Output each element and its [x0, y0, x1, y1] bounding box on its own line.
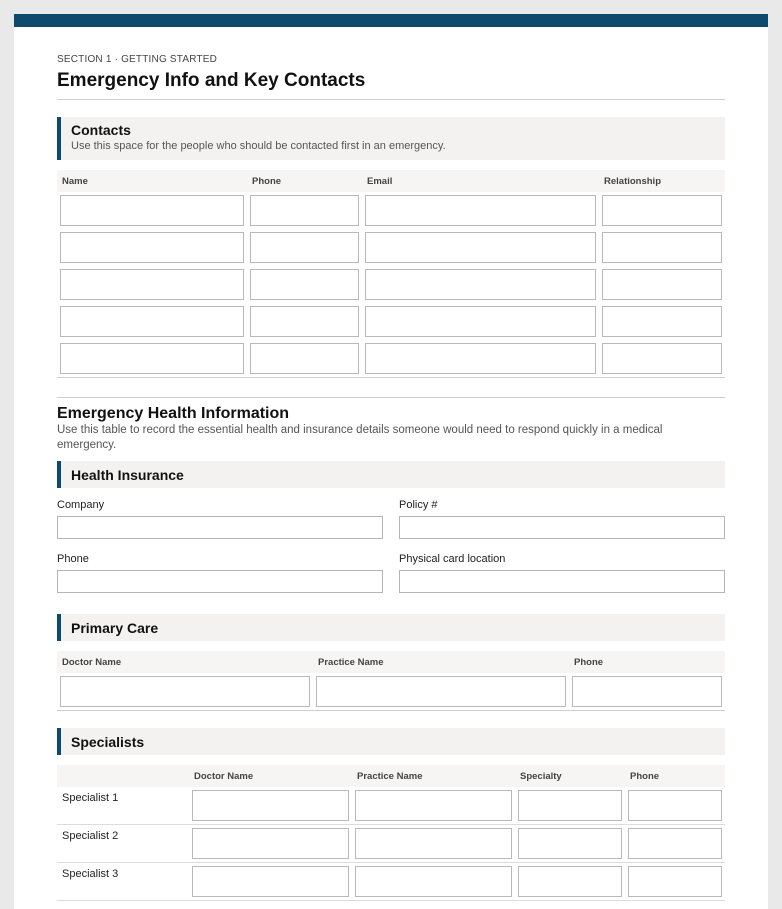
contact-relationship-input[interactable]	[602, 195, 722, 226]
contact-email-input[interactable]	[365, 195, 596, 226]
primary-care-table	[57, 651, 725, 711]
specialist-row-label: Specialist 2	[62, 830, 119, 842]
primary-phone-input[interactable]	[572, 676, 722, 707]
card-location-input[interactable]	[399, 570, 725, 593]
col-header-email: Email	[367, 175, 393, 187]
contact-email-input[interactable]	[365, 269, 596, 300]
section-divider	[57, 397, 725, 398]
specialist-practice-name-input[interactable]	[355, 790, 512, 821]
primary-practice-name-input[interactable]	[316, 676, 566, 707]
primary-care-row	[57, 673, 725, 710]
insurance-fields	[57, 498, 725, 539]
contact-name-input[interactable]	[60, 306, 244, 337]
contact-name-input[interactable]	[60, 232, 244, 263]
primary-care-title: Primary Care	[71, 619, 159, 636]
form-page	[14, 14, 768, 909]
primary-care-section-header	[57, 614, 725, 641]
contact-email-input[interactable]	[365, 232, 596, 263]
specialist-phone-input[interactable]	[628, 866, 722, 897]
contacts-row	[57, 266, 725, 303]
contact-phone-input[interactable]	[250, 343, 359, 374]
card-location-label: Physical card location	[399, 553, 506, 565]
contacts-table	[57, 170, 725, 378]
col-header-doctor-name: Doctor Name	[194, 770, 254, 782]
contacts-title: Contacts	[71, 122, 131, 138]
col-header-relationship: Relationship	[604, 175, 662, 187]
specialist-row	[57, 787, 725, 825]
contact-relationship-input[interactable]	[602, 343, 722, 374]
specialist-row	[57, 825, 725, 863]
contact-phone-input[interactable]	[250, 306, 359, 337]
contacts-table-header	[57, 170, 725, 192]
page-content	[57, 54, 725, 901]
specialist-practice-name-input[interactable]	[355, 828, 512, 859]
specialists-title: Specialists	[71, 733, 145, 750]
primary-care-table-bottom-rule	[57, 710, 725, 711]
contacts-row	[57, 229, 725, 266]
title-divider	[57, 99, 725, 100]
insurance-fields-row2	[57, 552, 725, 593]
specialist-specialty-input[interactable]	[518, 866, 622, 897]
contacts-row	[57, 303, 725, 340]
col-header-practice-name: Practice Name	[357, 770, 423, 782]
specialists-table	[57, 765, 725, 901]
contact-name-input[interactable]	[60, 195, 244, 226]
specialist-phone-input[interactable]	[628, 828, 722, 859]
col-header-name: Name	[62, 175, 88, 187]
contact-relationship-input[interactable]	[602, 306, 722, 337]
specialist-specialty-input[interactable]	[518, 828, 622, 859]
contact-relationship-input[interactable]	[602, 269, 722, 300]
section-eyebrow: SECTION 1 · GETTING STARTED	[57, 54, 218, 65]
health-info-description: Use this table to record the essential health and insurance details someone would need to respond quickly in a medical emergency.	[57, 424, 663, 451]
contact-phone-input[interactable]	[250, 232, 359, 263]
col-header-phone: Phone	[574, 656, 604, 668]
company-label: Company	[57, 499, 105, 511]
col-header-specialty: Specialty	[520, 770, 562, 782]
health-info-title: Emergency Health Information	[57, 405, 290, 422]
health-insurance-section-header	[57, 461, 725, 488]
contact-relationship-input[interactable]	[602, 232, 722, 263]
policy-label: Policy #	[399, 499, 438, 511]
specialist-doctor-name-input[interactable]	[192, 866, 349, 897]
page-title: Emergency Info and Key Contacts	[57, 70, 366, 91]
contact-phone-input[interactable]	[250, 195, 359, 226]
primary-care-table-header	[57, 651, 725, 673]
specialists-table-header	[57, 765, 725, 787]
contact-name-input[interactable]	[60, 343, 244, 374]
col-header-doctor-name: Doctor Name	[62, 656, 122, 668]
contact-phone-input[interactable]	[250, 269, 359, 300]
specialists-section-header	[57, 728, 725, 755]
specialist-specialty-input[interactable]	[518, 790, 622, 821]
contacts-table-bottom-rule	[57, 377, 725, 378]
insurance-phone-label: Phone	[57, 553, 89, 565]
col-header-phone: Phone	[252, 175, 282, 187]
specialist-row-label: Specialist 3	[62, 868, 119, 880]
policy-input[interactable]	[399, 516, 725, 539]
contact-email-input[interactable]	[365, 343, 596, 374]
contact-email-input[interactable]	[365, 306, 596, 337]
health-insurance-title: Health Insurance	[71, 466, 184, 483]
specialist-doctor-name-input[interactable]	[192, 790, 349, 821]
col-header-practice-name: Practice Name	[318, 656, 384, 668]
insurance-phone-input[interactable]	[57, 570, 383, 593]
contacts-row	[57, 192, 725, 229]
health-info-heading	[57, 405, 725, 453]
primary-doctor-name-input[interactable]	[60, 676, 310, 707]
contacts-section-header	[57, 117, 725, 160]
company-input[interactable]	[57, 516, 383, 539]
contacts-row	[57, 340, 725, 377]
contacts-description: Use this space for the people who should be contacted first in an emergency.	[71, 140, 446, 152]
specialist-row	[57, 863, 725, 901]
specialist-row-label: Specialist 1	[62, 792, 119, 804]
specialist-practice-name-input[interactable]	[355, 866, 512, 897]
col-header-phone: Phone	[630, 770, 660, 782]
contact-name-input[interactable]	[60, 269, 244, 300]
specialist-phone-input[interactable]	[628, 790, 722, 821]
specialist-doctor-name-input[interactable]	[192, 828, 349, 859]
top-accent-bar	[14, 14, 768, 27]
